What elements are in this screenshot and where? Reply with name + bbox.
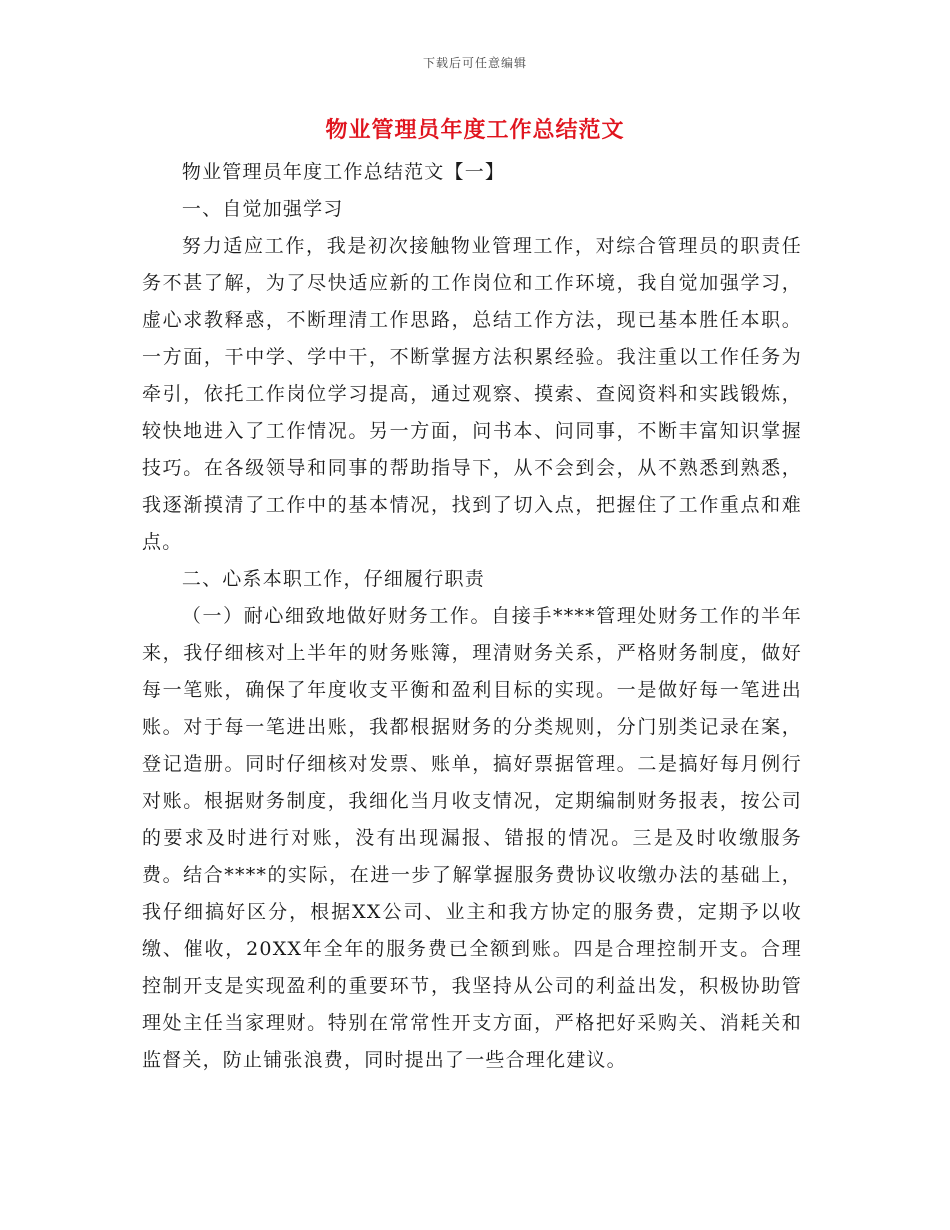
section-2-heading: 二、心系本职工作，仔细履行职责 (181, 568, 485, 590)
document-subtitle: 物业管理员年度工作总结范文【一】 (181, 161, 506, 183)
document-title: 物业管理员年度工作总结范文 (325, 117, 625, 143)
section-1-paragraph: 努力适应工作，我是初次接触物业管理工作，对综合管理员的职责任务不甚了解，为了尽快适应新的工作岗位和工作环境，我自觉加强学习，虚心求教释惑，不断理清工作思路，总结工作方法，现已基本胜任本职。一方面，干中学、学中干，不断掌握方法积累经验。我注重以工作任务为牵引，依托工作岗位学习提高，通过观察、摸索、查阅资料和实践锻炼，较快地进入了工作情况。另一方面，问书本、问同事，不断丰富知识掌握技巧。在各级领导和同事的帮助指导下，从不会到会，从不熟悉到熟悉，我逐渐摸清了工作中的基本情况，找到了切入点，把握住了工作重点和难点。 (142, 235, 802, 553)
document-body (142, 154, 802, 1079)
section-2-paragraph: （一）耐心细致地做好财务工作。自接手****管理处财务工作的半年来，我仔细核对上半年的财务账簿，理清财务关系，严格财务制度，做好每一笔账，确保了年度收支平衡和盈利目标的实现。一是做好每一笔进出账。对于每一笔进出账，我都根据财务的分类规则，分门别类记录在案，登记造册。同时仔细核对发票、账单，搞好票据管理。二是搞好每月例行对账。根据财务制度，我细化当月收支情况，定期编制财务报表，按公司的要求及时进行对账，没有出现漏报、错报的情况。三是及时收缴服务费。结合****的实际，在进一步了解掌握服务费协议收缴办法的基础上，我仔细搞好区分，根据XX公司、业主和我方协定的服务费，定期予以收缴、催收，20XX年全年的服务费已全额到账。四是合理控制开支。合理控制开支是实现盈利的重要环节，我坚持从公司的利益出发，积极协助管理处主任当家理财。特别在常常性开支方面，严格把好采购关、消耗关和监督关，防止铺张浪费，同时提出了一些合理化建议。 (142, 605, 802, 1071)
header-note: 下载后可任意编辑 (422, 56, 527, 70)
section-1-heading: 一、自觉加强学习 (181, 198, 344, 220)
